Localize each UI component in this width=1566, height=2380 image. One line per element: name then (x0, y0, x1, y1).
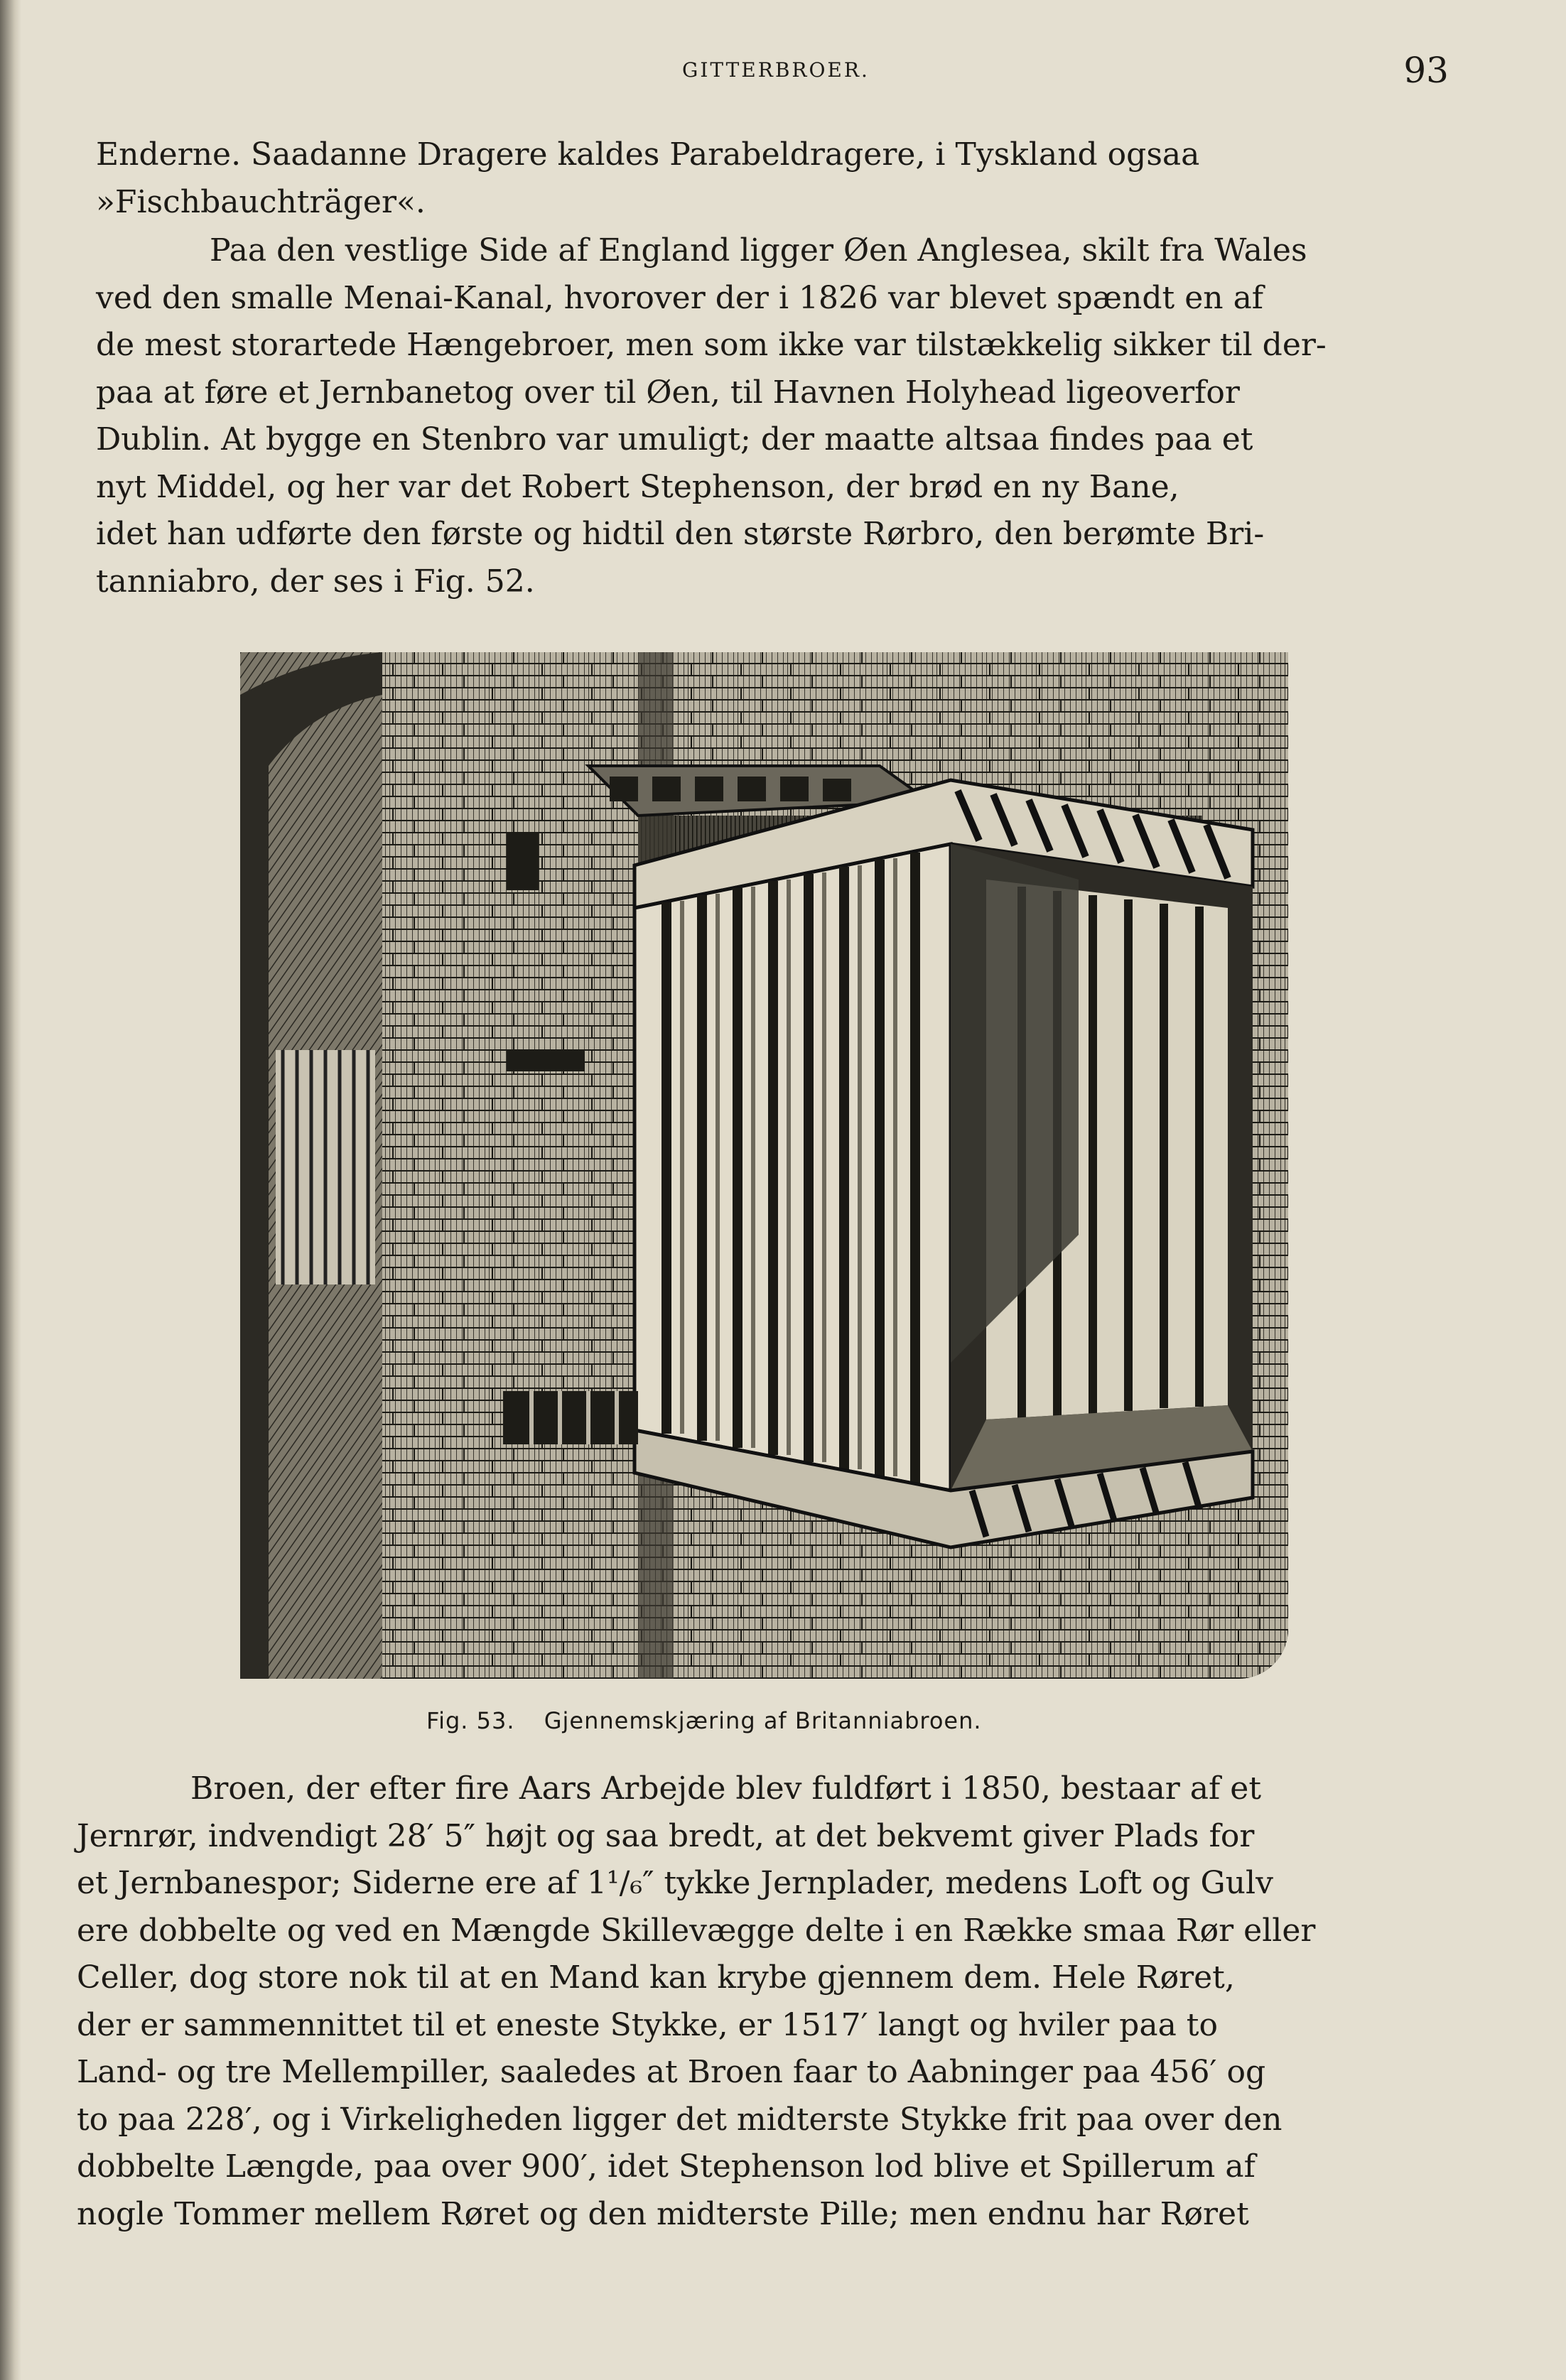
page-edge-shadow (0, 0, 21, 2380)
figure-number: Fig. 53. (426, 1707, 515, 1734)
text-line: de mest storartede Hængebroer, men som ikke var tilstækkelig sikker til der- (96, 327, 1327, 363)
paragraph-2 (96, 227, 1449, 605)
text-line: Broen, der efter fire Aars Arbejde blev fuldført i 1850, bestaar af et (190, 1770, 1261, 1807)
running-title: GITTERBROER. (682, 58, 870, 82)
bridge-cross-section-illustration (240, 652, 1288, 1679)
text-line: Enderne. Saadanne Dragere kaldes Parabeldragere, i Tyskland ogsaa (96, 136, 1200, 173)
text-line: »Fischbauchträger«. (96, 183, 426, 220)
text-line: Celler, dog store nok til at en Mand kan krybe gjennem dem. Hele Røret, (77, 1959, 1235, 1996)
text-line: Land- og tre Mellempiller, saaledes at Broen faar to Aabninger paa 456′ og (77, 2054, 1266, 2090)
text-line: nyt Middel, og her var det Robert Stephenson, der brød en ny Bane, (96, 468, 1179, 505)
text-line: dobbelte Længde, paa over 900′, idet Stephenson lod blive et Spillerum af (77, 2148, 1256, 2185)
figure-caption (426, 1707, 1208, 1734)
text-line: nogle Tommer mellem Røret og den midterste Pille; men endnu har Røret (77, 2195, 1249, 2232)
text-line: paa at føre et Jernbanetog over til Øen, til Havnen Holyhead ligeoverfor (96, 374, 1240, 411)
text-line: idet han udførte den første og hidtil den største Rørbro, den berømte Bri- (96, 516, 1265, 552)
text-line: Paa den vestlige Side af England ligger Øen Anglesea, skilt fra Wales (210, 232, 1307, 269)
text-line: ved den smalle Menai-Kanal, hvorover der i 1826 var blevet spændt en af (96, 279, 1264, 316)
text-line: Jernrør, indvendigt 28′ 5″ højt og saa bredt, at det bekvemt giver Plads for (77, 1817, 1255, 1854)
paragraph-3 (77, 1765, 1452, 2238)
figure-caption-text: Gjennemskjæring af Britanniabroen. (544, 1707, 982, 1734)
text-line: et Jernbanespor; Siderne ere af 1¹/₆″ tykke Jernplader, medens Loft og Gulv (77, 1865, 1273, 1901)
running-head (0, 50, 1566, 92)
paragraph-1 (96, 131, 1449, 226)
page-number: 93 (1403, 50, 1449, 91)
text-line: ere dobbelte og ved en Mængde Skillevægge delte i en Række smaa Rør eller (77, 1912, 1316, 1949)
text-line: der er sammennittet til et eneste Stykke, er 1517′ langt og hviler paa to (77, 2006, 1218, 2043)
text-line: tanniabro, der ses i Fig. 52. (96, 563, 535, 600)
text-line: Dublin. At bygge en Stenbro var umuligt; der maatte altsaa findes paa et (96, 421, 1253, 458)
text-line: to paa 228′, og i Virkeligheden ligger det midterste Stykke frit paa over den (77, 2101, 1282, 2138)
